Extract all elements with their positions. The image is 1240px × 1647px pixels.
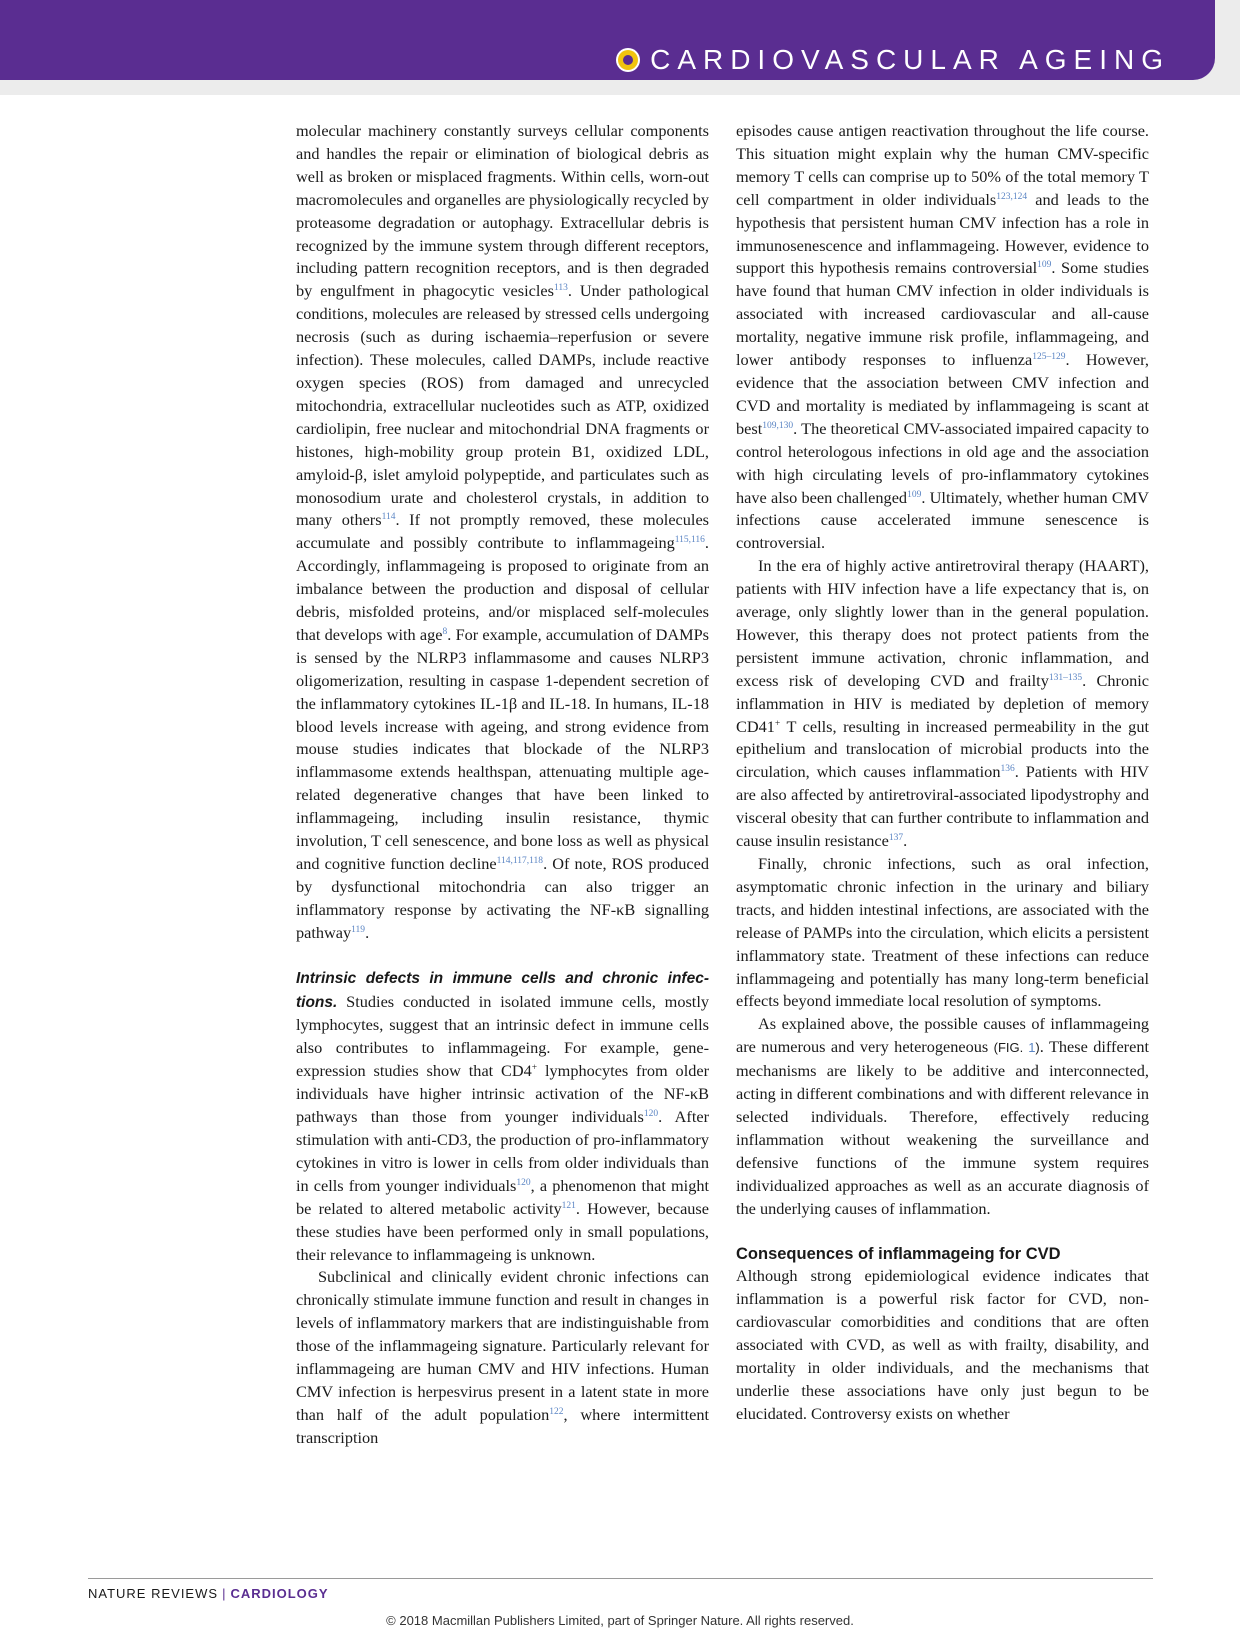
paragraph <box>296 1266 709 1449</box>
paragraph-text: . After stimulation with anti-CD3, the production of pro-inflammatory cytokines in vitro is lower in cells from older individuals than in cells from younger individuals <box>296 1107 709 1195</box>
page-header <box>0 0 1240 95</box>
reference-link[interactable]: 115,116 <box>674 535 705 546</box>
paragraph-text: . <box>365 922 370 942</box>
paragraph <box>736 1013 1149 1220</box>
reference-link[interactable]: 137 <box>888 833 904 844</box>
paragraph-text: . Some studies have found that human CMV infection in older individuals is associated with increased cardiovascular and all-cause mortality, negative immune risk profile, inflammageing, and lower antibody responses to influenza <box>736 258 1149 370</box>
figure-reference[interactable] <box>994 1040 1040 1055</box>
paragraph-text: . For example, accumulation of DAMPs is sensed by the NLRP3 inflammasome and causes NLRP3 oligomerization, resulting in caspase 1-dependent secretion of the inflammatory cytokines IL-1β and IL-18. In humans, IL-18 blood levels increase with ageing, and strong evidence from mouse studies indicates that blockade of the NLRP3 inflammasome extends healthspan, attenuating multiple age-related degenerative changes that have been linked to inflammageing, including insulin resistance, thymic involution, T cell senescence, and bone loss as well as physical and cognitive function decline <box>296 624 709 873</box>
paragraph-text: . Of note, ROS produced by dysfunctional mitochondria can also trigger an inflammatory response by activating the NF-κB signalling pathway <box>296 854 709 942</box>
journal-name: NATURE REVIEWS <box>88 1586 219 1601</box>
ring-icon <box>618 50 638 70</box>
paragraph-text: . <box>903 831 908 851</box>
figure-reference-label: (FIG. <box>993 1040 1029 1056</box>
superscript: + <box>774 718 781 729</box>
paragraph-text: episodes cause antigen reactivation throughout the life course. This situation might explain why the human CMV-specific memory T cells can comprise up to 50% of the total memory T cell compartment in older individuals <box>736 121 1149 209</box>
paragraph <box>296 120 709 945</box>
reference-link[interactable]: 114,117,118 <box>496 856 544 866</box>
section-title-text: CARDIOVASCULAR AGEING <box>650 44 1170 75</box>
paragraph-text: . Under pathological conditions, molecules are released by stressed cells undergoing necrosis (such as during ischaemia–reperfusion or severe infection). These molecules, called DAMPs, include reactive oxygen species (ROS) from damaged and unrecycled mitochondria, extracellular nucleotides such as ATP, oxidized cardiolipin, free nuclear and mitochondrial DNA fragments or histones, high-mobility group protein B1, oxidized LDL, amyloid-β, islet amyloid polypeptide, and particulates such as monosodium urate and cholesterol crystals, in addition to many others <box>296 281 710 530</box>
paragraph-text: . Ultimately, whether human CMV infections cause accelerated immune senescence is controversial. <box>736 487 1150 553</box>
paragraph-text: , a phenomenon that might be related to altered metabolic activity <box>296 1175 709 1218</box>
paragraph-text: . Chronic inflammation in HIV is mediated by depletion of memory CD41 <box>736 670 1150 736</box>
paragraph-text: . If not promptly removed, these molecules accumulate and possibly contribute to inflammageing <box>296 510 710 553</box>
left-column <box>296 120 709 1450</box>
paragraph <box>736 853 1149 1013</box>
reference-link[interactable]: 123,124 <box>996 191 1028 202</box>
paragraph-text: . The theoretical CMV-associated impaired capacity to control heterologous infections in old age and the association with high circulating levels of pro-inflammatory cytokines have also been challenged <box>736 418 1149 507</box>
paragraph <box>736 120 1149 555</box>
paragraph-text: Although strong epidemiological evidence indicates that inflammation is a powerful risk factor for CVD, non-cardiovascular comorbidities and conditions that are often associated with CVD, as well as with frailty, disability, and mortality in older individuals, and the mechanisms that underlie these associations have only just begun to be elucidated. Controversy exists on whether <box>736 1266 1149 1423</box>
footer-journal <box>88 1586 329 1601</box>
reference-link[interactable]: 114 <box>381 512 396 523</box>
paragraph-text: . However, because these studies have been performed only in small populations, their relevance to inflammageing is unknown. <box>296 1198 709 1264</box>
paragraph-text: In the era of highly active antiretroviral therapy (HAART), patients with HIV infection have a life expectancy that is, on average, only slightly lower than in the general population. However, this therapy does not protect patients from the persistent immune activation, chronic inflammation, and excess risk of developing CVD and frailty <box>736 556 1149 690</box>
reference-link[interactable]: 122 <box>549 1406 564 1417</box>
reference-link[interactable]: 8 <box>442 626 448 637</box>
reference-link[interactable]: 113 <box>553 283 568 294</box>
paragraph-text: . However, evidence that the association between CMV infection and CVD and mortality is mediated by inflammageing is scant at best <box>736 350 1149 438</box>
reference-link[interactable]: 125–129 <box>1032 352 1066 363</box>
footer-separator: | <box>222 1586 227 1601</box>
figure-number: 1 <box>1028 1040 1036 1056</box>
subsection-heading: Intrinsic defects in immune cells and chronic infections. <box>296 969 709 1011</box>
reference-link[interactable]: 119 <box>351 924 366 935</box>
paragraph-text: Finally, chronic infections, such as oral infection, asymptomatic chronic infection in the urinary and biliary tracts, and hidden intestinal infections, are associated with the release of PAMPs into the circulation, which elicits a persistent inflammatory state. Treatment of these infections can reduce inflammageing and potentially has many long-term beneficial effects beyond immediate local resolution of symptoms. <box>736 854 1149 1011</box>
reference-link[interactable]: 121 <box>561 1200 576 1211</box>
section-heading: Consequences of inflammageing for CVD <box>736 1244 1061 1263</box>
paragraph-text: Studies conducted in isolated immune cells, mostly lymphocytes, suggest that an intrinsic defect in immune cells also contributes to inflammageing. For example, gene-expression studies show that CD4 <box>296 991 709 1081</box>
reference-link[interactable]: 109 <box>1037 260 1052 271</box>
paragraph-text: . Patients with HIV are also affected by antiretroviral-associated lipodystrophy and visceral obesity that can further contribute to inflammation and cause insulin resistance <box>736 762 1149 851</box>
paragraph-text: . These different mechanisms are likely to be additive and interconnected, acting in different combinations and with different relevance in selected individuals. Therefore, effectively reducing inflammation without weakening the surveillance and defensive functions of the immune system requires individualized approaches as well as an accurate diagnosis of the underlying causes of inflammation. <box>736 1037 1149 1218</box>
figure-reference-close: ) <box>1035 1040 1040 1056</box>
paragraph-text: molecular machinery constantly surveys cellular components and handles the repair or elimination of biological debris as well as broken or misplaced fragments. Within cells, worn-out macromolecules and organelles are physiologically recycled by proteasome degradation or autophagy. Extracellular debris is recognized by the immune system through different receptors, including pattern recognition receptors, and is then degraded by engulfment in phagocytic vesicles <box>296 121 709 301</box>
superscript: + <box>531 1063 538 1074</box>
paragraph <box>736 555 1149 853</box>
paragraph-text: Subclinical and clinically evident chronic infections can chronically stimulate immune function and result in changes in levels of inflammatory markers that are indistinguishable from those of the inflammageing signature. Particularly relevant for inflammageing are human CMV and HIV infections. Human CMV infection is herpesvirus present in a latent state in more than half of the adult population <box>296 1267 709 1424</box>
right-column <box>736 120 1149 1426</box>
reference-link[interactable]: 109,130 <box>762 420 794 431</box>
journal-section: CARDIOLOGY <box>230 1586 329 1601</box>
reference-link[interactable]: 120 <box>516 1177 531 1188</box>
paragraph <box>296 967 709 1267</box>
paragraph <box>736 1265 1149 1425</box>
paragraph-text: and leads to the hypothesis that persistent human CMV infection has a role in immunosenescence and inflammageing. However, evidence to support this hypothesis remains controversial <box>736 189 1150 278</box>
paragraph-text: T cells, resulting in increased permeability in the gut epithelium and translocation of microbial products into the circulation, which causes inflammation <box>736 716 1149 782</box>
reference-link[interactable]: 109 <box>907 489 922 500</box>
reference-link[interactable]: 120 <box>643 1109 659 1120</box>
copyright-notice: © 2018 Macmillan Publishers Limited, part of Springer Nature. All rights reserved. <box>386 1613 854 1628</box>
paragraph-text: lymphocytes from older individuals have higher intrinsic activation of the NF-κB pathways than those from younger individuals <box>296 1061 710 1127</box>
section-title <box>618 44 1170 76</box>
paragraph-text: , where intermittent transcription <box>296 1404 710 1447</box>
footer-rule <box>88 1578 1153 1579</box>
reference-link[interactable]: 131–135 <box>1048 672 1083 683</box>
paragraph-text: . Accordingly, inflammageing is proposed to originate from an imbalance between the production and disposal of cellular debris, misfolded proteins, and/or misplaced self-molecules that develops with age <box>296 533 709 644</box>
reference-link[interactable]: 136 <box>1000 764 1015 775</box>
paragraph-text: As explained above, the possible causes of inflammageing are numerous and very heterogeneous <box>736 1014 1149 1057</box>
